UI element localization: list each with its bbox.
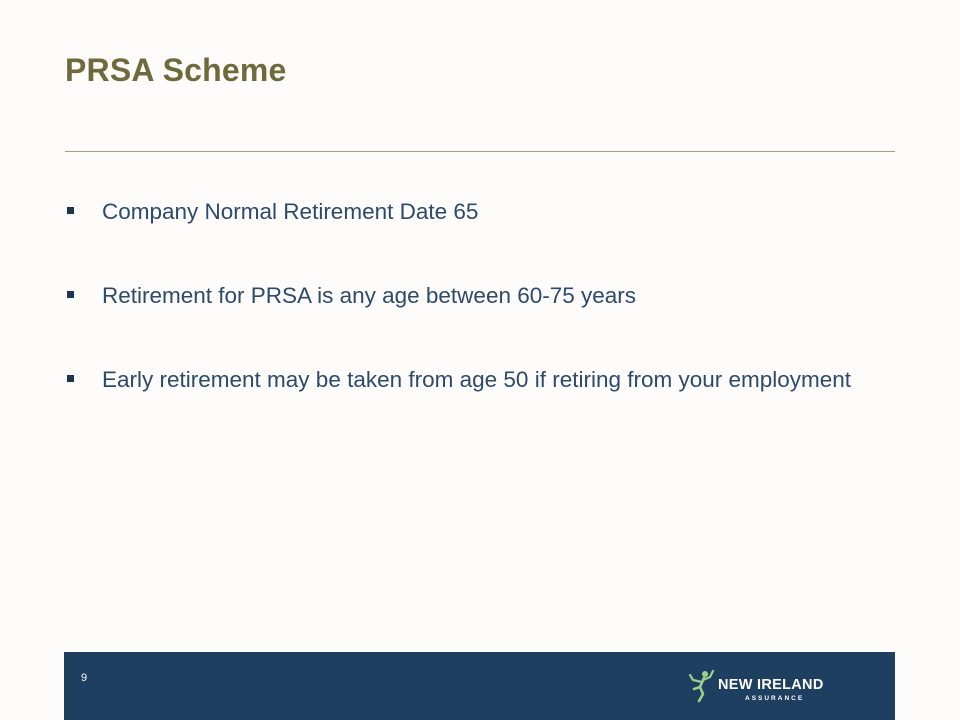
page-number: 9 — [81, 672, 88, 684]
brand-name: NEW IRELAND — [718, 677, 824, 693]
bullet-text: Early retirement may be taken from age 50 if retiring from your employment — [102, 367, 852, 392]
brand-subtitle: ASSURANCE — [745, 695, 805, 702]
bullet-text: Company Normal Retirement Date 65 — [102, 199, 479, 224]
brand-logo — [688, 666, 888, 706]
bullet-text: Retirement for PRSA is any age between 60-75 years — [102, 283, 637, 308]
footer-bar — [64, 652, 895, 720]
square-bullet-icon — [67, 207, 74, 214]
bullet-item — [65, 196, 865, 228]
bullet-item — [65, 280, 865, 312]
square-bullet-icon — [67, 291, 74, 298]
square-bullet-icon — [67, 375, 74, 382]
running-figure-icon — [688, 669, 714, 703]
slide-title: PRSA Scheme — [65, 52, 287, 88]
title-divider — [65, 151, 895, 152]
bullet-item — [65, 364, 865, 396]
bullet-list — [65, 196, 865, 396]
